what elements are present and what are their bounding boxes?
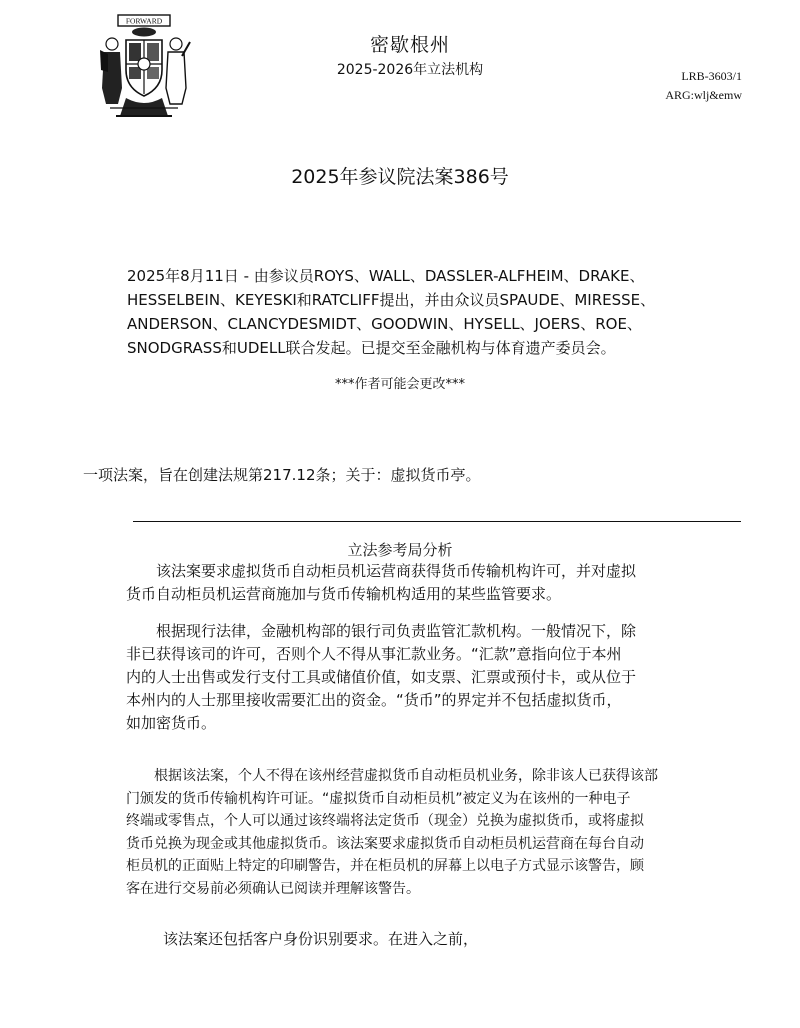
paragraph-line: 门颁发的货币传输机构许可证。“虚拟货币自动柜员机”被定义为在该州的一种电子	[126, 790, 631, 807]
badger-crest	[132, 28, 156, 37]
miner-head	[170, 38, 182, 50]
paragraph-line: 本州内的人士那里接收需要汇出的资金。“货币”的界定并不包括虚拟货币，	[126, 691, 622, 709]
paragraph-line: 客在进行交易前必须确认已阅读并理解该警告。	[126, 880, 420, 897]
analysis-paragraph-4	[163, 928, 478, 951]
author-change-note: ***作者可能会更改***	[334, 377, 465, 392]
bill-title: 2025年参议院法案386号	[291, 166, 509, 188]
seal-motto: FORWARD	[125, 16, 163, 26]
paragraph-line: 该法案还包括客户身份识别要求。在进入之前，	[163, 930, 479, 948]
paragraph-line: 柜员机的正面贴上特定的印刷警告，并在柜员机的屏幕上以电子方式显示该警告，顾	[126, 858, 644, 874]
divider	[133, 521, 741, 522]
paragraph-line: 如加密货币。	[126, 714, 217, 732]
analysis-paragraph-2	[126, 620, 636, 735]
miner-body	[166, 52, 186, 104]
intro-line: 2025年8月11日 - 由参议员ROYS、WALL、DASSLER-ALFHEIM、DRAKE、	[127, 267, 645, 285]
arg-reference: ARG:wlj&emw	[665, 88, 742, 102]
introduction-block	[127, 264, 737, 360]
paragraph-line: 该法案要求虚拟货币自动柜员机运营商获得货币传输机构许可，并对虚拟	[126, 562, 637, 580]
paragraph-line: 货币自动柜员机运营商施加与货币传输机构适用的某些监管要求。	[126, 585, 562, 603]
intro-line: ANDERSON、CLANCYDESMIDT、GOODWIN、HYSELL、JOERS、ROE、	[127, 315, 642, 333]
paragraph-line: 货币兑换为现金或其他虚拟货币。该法案要求虚拟货币自动柜员机运营商在每台自动	[126, 835, 644, 852]
state-seal-image	[96, 12, 192, 122]
legislature-session: 2025-2026年立法机构	[336, 62, 484, 78]
bill-summary: 一项法案，旨在创建法规第217.12条；关于：虚拟货币亭。	[83, 466, 481, 484]
intro-line: HESSELBEIN、KEYESKI和RATCLIFF提出，并由众议员SPAUDE、MIRESSE、	[127, 291, 656, 309]
paragraph-line: 根据现行法律，金融机构部的银行司负责监管汇款机构。一般情况下，除	[126, 622, 637, 640]
seal-base	[120, 98, 168, 116]
sailor-head	[106, 38, 118, 50]
intro-line: SNODGRASS和UDELL联合发起。已提交至金融机构与体育遗产委员会。	[127, 339, 616, 357]
lrb-reference: LRB-3603/1	[681, 69, 742, 83]
state-name: 密歇根州	[369, 34, 450, 56]
analysis-heading: 立法参考局分析	[347, 541, 453, 559]
paragraph-line: 根据该法案，个人不得在该州经营虚拟货币自动柜员机业务，除非该人已获得该部	[126, 768, 658, 784]
analysis-paragraph-1	[126, 560, 636, 606]
paragraph-line: 非已获得该司的许可，否则个人不得从事汇款业务。“汇款”意指向位于本州	[126, 645, 622, 663]
analysis-paragraph-3	[126, 765, 658, 900]
paragraph-line: 终端或零售点，个人可以通过该终端将法定货币（现金）兑换为虚拟货币，或将虚拟	[126, 813, 644, 829]
paragraph-line: 内的人士出售或发行支付工具或储值价值，如支票、汇票或预付卡，或从位于	[126, 668, 637, 686]
